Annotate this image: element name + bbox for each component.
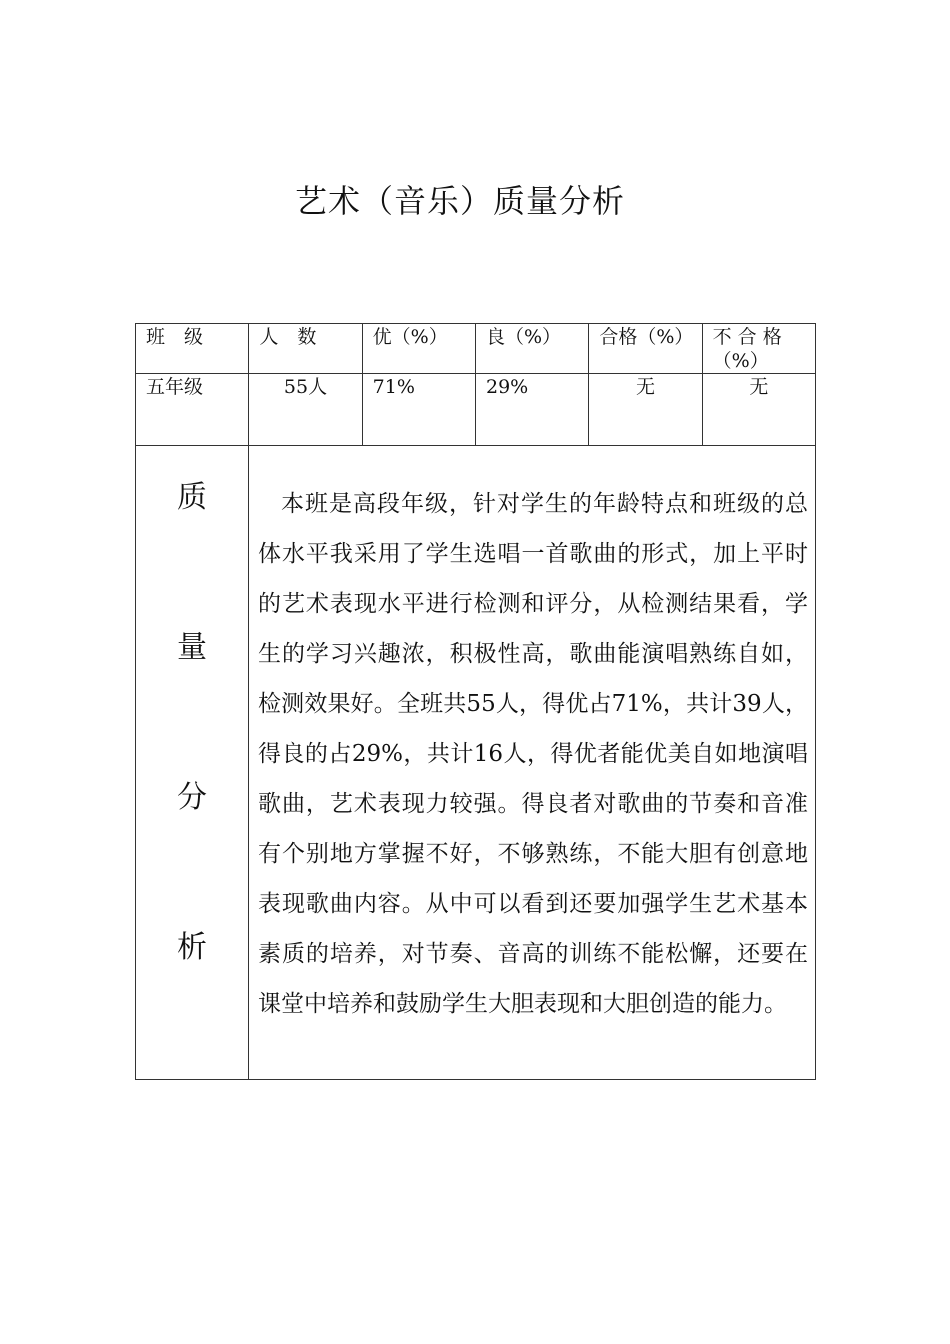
analysis-label-char-1: 质 bbox=[177, 480, 207, 515]
analysis-label-char-2: 量 bbox=[177, 630, 207, 665]
cell-fail: 无 bbox=[702, 374, 815, 446]
cell-class: 五年级 bbox=[136, 374, 249, 446]
header-class: 班 级 bbox=[136, 324, 249, 374]
header-count: 人 数 bbox=[249, 324, 362, 374]
analysis-label-char-3: 分 bbox=[177, 780, 207, 815]
header-excellent: 优（%） bbox=[362, 324, 475, 374]
analysis-text: 本班是高段年级，针对学生的年龄特点和班级的总体水平我采用了学生选唱一首歌曲的形式，加上平时的艺术表现水平进行检测和评分，从检测结果看，学生的学习兴趣浓，积极性高，歌曲能演唱熟练自如，检测效果好。全班共55人，得优占71%，共计39人，得良的占29%，共计16人，得优者能优美自如地演唱歌曲，艺术表现力较强。得良者对歌曲的节奏和音准有个别地方掌握不好，不够熟练，不能大胆有创意地表现歌曲内容。从中可以看到还要加强学生艺术基本素质的培养，对节奏、音高的训练不能松懈，还要在课堂中培养和鼓励学生大胆表现和大胆创造的能力。 bbox=[258, 491, 808, 1017]
table-header-row bbox=[136, 324, 816, 374]
cell-count: 55人 bbox=[249, 374, 362, 446]
table-row bbox=[136, 374, 816, 446]
page-title: 艺术（音乐）质量分析 bbox=[294, 182, 625, 220]
header-fail: 不 合 格（%） bbox=[702, 324, 815, 374]
header-good: 良（%） bbox=[475, 324, 588, 374]
analysis-section bbox=[135, 446, 816, 1080]
header-pass: 合格（%） bbox=[589, 324, 702, 374]
cell-pass: 无 bbox=[589, 374, 702, 446]
stats-table bbox=[135, 323, 816, 446]
analysis-label-column bbox=[136, 446, 249, 1079]
cell-excellent: 71% bbox=[362, 374, 475, 446]
analysis-label-char-4: 析 bbox=[177, 930, 207, 965]
cell-good: 29% bbox=[475, 374, 588, 446]
